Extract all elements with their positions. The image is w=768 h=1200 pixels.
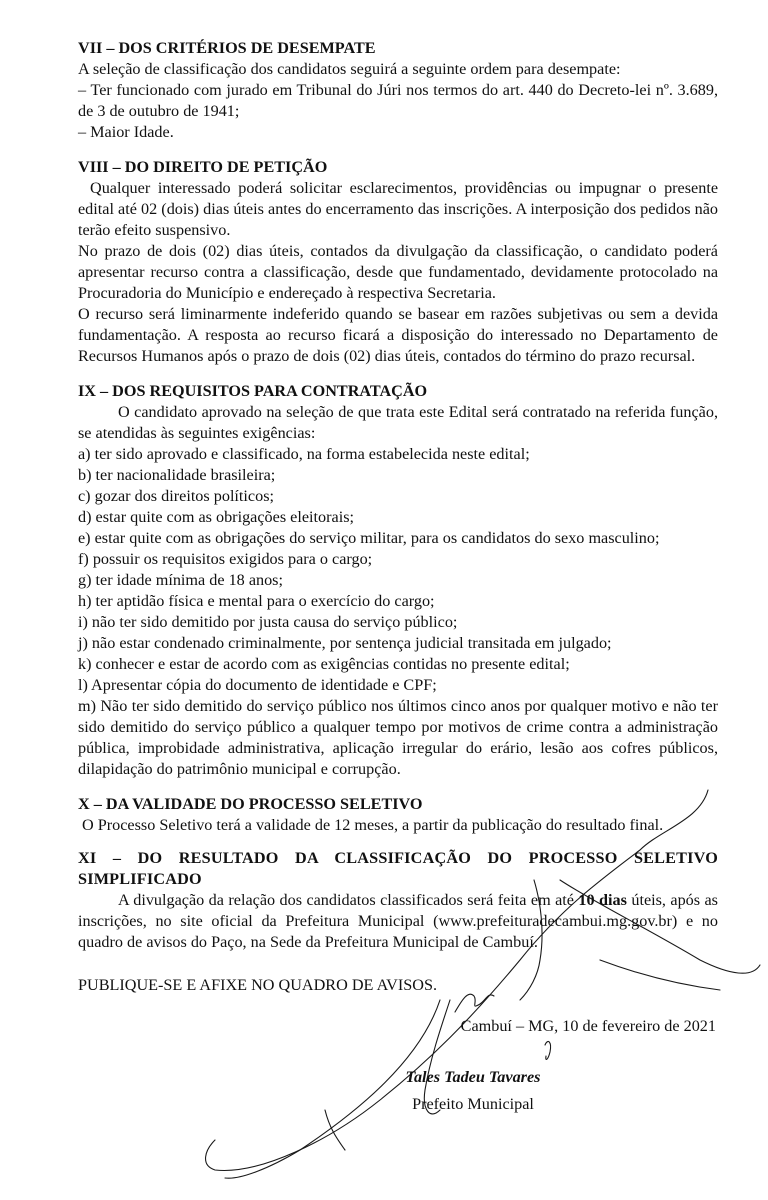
section-title: VIII – DO DIREITO DE PETIÇÃO [78, 158, 328, 176]
place-date: Cambuí – MG, 10 de fevereiro de 2021 [460, 1017, 716, 1035]
section-desempate [78, 38, 718, 143]
closing-statement: PUBLIQUE-SE E AFIXE NO QUADRO DE AVISOS. [78, 976, 437, 994]
paragraph: O candidato aprovado na seleção de que trata este Edital será contratado na referida função, se atendidas às seguintes exigências: [78, 403, 718, 442]
section-title: IX – DOS REQUISITOS PARA CONTRATAÇÃO [78, 382, 428, 400]
document-body [78, 38, 718, 1115]
section-resultado [78, 848, 718, 953]
list-item: h) ter aptidão física e mental para o exercício do cargo; [78, 592, 435, 610]
signer-title: Prefeito Municipal [412, 1095, 534, 1113]
section-validade [78, 794, 718, 836]
list-item: k) conhecer e estar de acordo com as exigências contidas no presente edital; [78, 655, 570, 673]
paragraph: – Maior Idade. [78, 123, 174, 141]
paragraph: A divulgação da relação dos candidatos classificados será feita em até 10 dias úteis, após as inscrições, no site oficial da Prefeitura Municipal (www.prefeituradecambui.mg.gov.br) e no quadro de avisos do Paço, na Sede da Prefeitura Municipal de Cambuí. [78, 891, 718, 951]
list-item: b) ter nacionalidade brasileira; [78, 466, 276, 484]
list-item: e) estar quite com as obrigações do serviço militar, para os candidatos do sexo masculino; [78, 529, 660, 547]
list-item: a) ter sido aprovado e classificado, na forma estabelecida neste edital; [78, 445, 530, 463]
list-item: i) não ter sido demitido por justa causa do serviço público; [78, 613, 458, 631]
paragraph: O recurso será liminarmente indeferido quando se basear em razões subjetivas ou sem a devida fundamentação. A resposta ao recurso ficará a disposição do interessado no Departamento de Recursos Humanos após o prazo de dois (02) dias úteis, contados do término do prazo recursal. [78, 305, 718, 365]
list-item: c) gozar dos direitos políticos; [78, 487, 275, 505]
section-requisitos [78, 381, 718, 780]
paragraph: No prazo de dois (02) dias úteis, contados da divulgação da classificação, o candidato poderá apresentar recurso contra a classificação, desde que fundamentado, devidamente protocolado na Procuradoria do Município e endereçado à respectiva Secretaria. [78, 242, 718, 302]
paragraph: Qualquer interessado poderá solicitar esclarecimentos, providências ou impugnar o presente edital até 02 (dois) dias úteis antes do encerramento das inscrições. A interposição dos pedidos não terão efeito suspensivo. [78, 179, 718, 239]
list-item: f) possuir os requisitos exigidos para o cargo; [78, 550, 373, 568]
list-item: d) estar quite com as obrigações eleitorais; [78, 508, 354, 526]
section-direito-peticao [78, 157, 718, 367]
list-item: j) não estar condenado criminalmente, por sentença judicial transitada em julgado; [78, 634, 612, 652]
paragraph: A seleção de classificação dos candidatos seguirá a seguinte ordem para desempate: [78, 60, 621, 78]
section-title: VII – DOS CRITÉRIOS DE DESEMPATE [78, 39, 376, 57]
section-title: XI – DO RESULTADO DA CLASSIFICAÇÃO DO PROCESSO SELETIVO SIMPLIFICADO [78, 849, 718, 888]
section-title: X – DA VALIDADE DO PROCESSO SELETIVO [78, 795, 423, 813]
list-item: g) ter idade mínima de 18 anos; [78, 571, 283, 589]
paragraph: – Ter funcionado com jurado em Tribunal do Júri nos termos do art. 440 do Decreto-lei nº. 3.689, de 3 de outubro de 1941; [78, 81, 718, 120]
signer-name: Tales Tadeu Tavares [405, 1068, 541, 1086]
list-item: l) Apresentar cópia do documento de identidade e CPF; [78, 676, 437, 694]
paragraph: O Processo Seletivo terá a validade de 12 meses, a partir da publicação do resultado final. [82, 816, 664, 834]
list-item: m) Não ter sido demitido do serviço público nos últimos cinco anos por qualquer motivo e não ter sido demitido do serviço público a qualquer tempo por motivos de crime contra a administração pública, improbidade administrativa, aplicação irregular do erário, lesão aos cofres públicos, dilapidação do patrimônio municipal e corrupção. [78, 697, 718, 778]
